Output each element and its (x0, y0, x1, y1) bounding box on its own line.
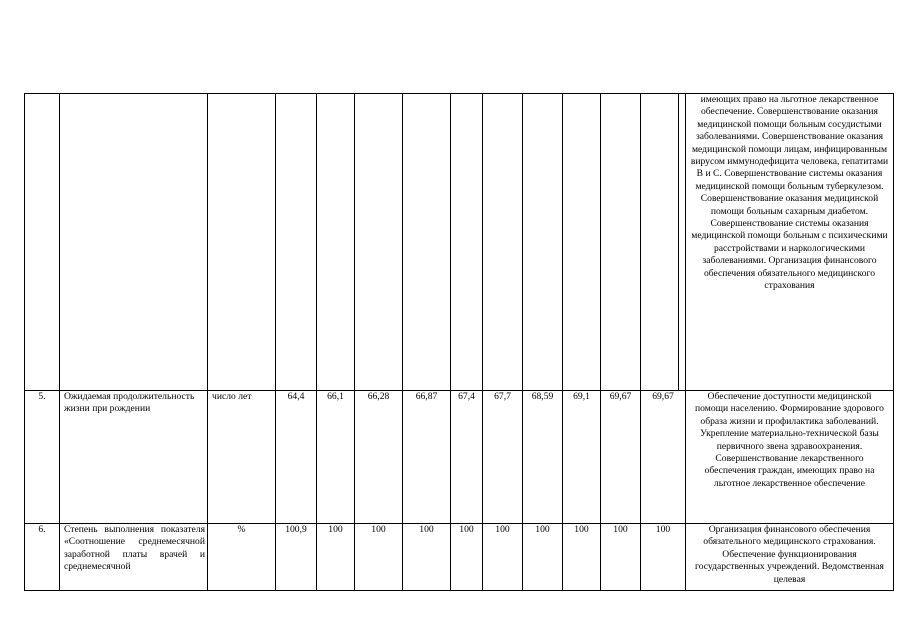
value-cell (601, 94, 641, 391)
value-cell (483, 94, 523, 391)
value-cell: 66,87 (403, 391, 451, 524)
value-cell (317, 94, 355, 391)
value-cell: 67,7 (483, 391, 523, 524)
value-cell (355, 94, 403, 391)
value-cell: 66,28 (355, 391, 403, 524)
value-cell: 66,1 (317, 391, 355, 524)
value-cell: 67,4 (451, 391, 483, 524)
value-cell: 100 (451, 524, 483, 591)
value-cell: 100 (523, 524, 563, 591)
indicators-table (24, 93, 894, 591)
value-cell: 64,4 (276, 391, 317, 524)
value-cell: 69,1 (563, 391, 601, 524)
value-cell: 100 (403, 524, 451, 591)
table-row (25, 524, 894, 591)
value-cell: 100 (601, 524, 641, 591)
table-row (25, 94, 894, 391)
row-number-cell: 6. (25, 524, 60, 591)
value-cell: 69,67 (641, 391, 686, 524)
value-cell: 68,59 (523, 391, 563, 524)
table-row (25, 391, 894, 524)
unit-cell: число лет (208, 391, 276, 524)
programs-cell: Организация финансового обеспечения обязательного медицинского страхования. Обеспечение функционирования государственных учреждений. Ведомственная целевая (686, 524, 894, 591)
row-number-cell: 5. (25, 391, 60, 524)
value-cell (523, 94, 563, 391)
value-cell: 100 (483, 524, 523, 591)
unit-cell: % (208, 524, 276, 591)
value-cell: 100 (355, 524, 403, 591)
unit-cell (208, 94, 276, 391)
indicator-name-cell (60, 94, 208, 391)
value-cell: 100 (563, 524, 601, 591)
value-cell (679, 94, 686, 391)
value-cell (641, 94, 679, 391)
value-cell: 100 (317, 524, 355, 591)
value-cell (563, 94, 601, 391)
indicator-name-cell: Степень выполнения показателя «Соотношение среднемесячной заработной платы врачей и среднемесячной (60, 524, 208, 591)
value-cell: 69,67 (601, 391, 641, 524)
value-cell (451, 94, 483, 391)
programs-cell: имеющих право на льготное лекарственное обеспечение. Совершенствование оказания медицинской помощи больным сосудистыми заболеваниями. Совершенствование оказания медицинской помощи лицам, инфицированным вирусом иммунодефицита человека, гепатитами В и С. Совершенствование системы оказания медицинской помощи больным туберкулезом. Совершенствование оказания медицинской помощи больным сахарным диабетом. Совершенствование системы оказания медицинской помощи больным с психическими расстройствами и наркологическими заболеваниями. Организация финансового обеспечения обязательного медицинского страхования (686, 94, 894, 391)
row-number-cell (25, 94, 60, 391)
value-cell (276, 94, 317, 391)
indicator-name-cell: Ожидаемая продолжительность жизни при рождении (60, 391, 208, 524)
programs-cell: Обеспечение доступности медицинской помощи населению. Формирование здорового образа жизни и профилактика заболеваний. Укрепление материально-технической базы первичного звена здравоохранения. Совершенствование лекарственного обеспечения граждан, имеющих право на льготное лекарственное обеспечение (686, 391, 894, 524)
value-cell: 100 (641, 524, 686, 591)
value-cell (403, 94, 451, 391)
value-cell: 100,9 (276, 524, 317, 591)
